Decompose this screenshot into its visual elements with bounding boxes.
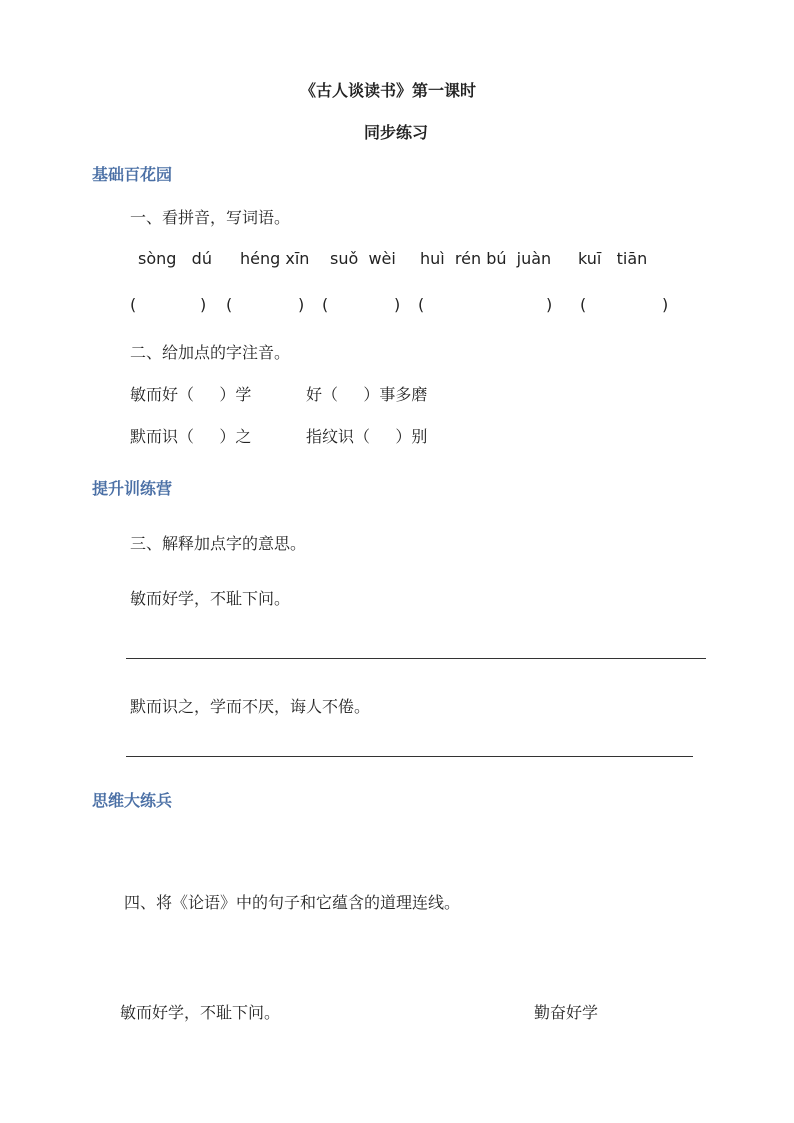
- answer-blank-4-right: ): [546, 295, 553, 314]
- section-heading-thinking: 思维大练兵: [92, 791, 173, 810]
- question-2-item-3: 默而识（ ）之: [130, 427, 252, 446]
- question-1-prompt: 一、看拼音，写词语。: [130, 208, 291, 227]
- section-heading-basics: 基础百花园: [92, 165, 173, 184]
- answer-blank-1-left: (: [130, 295, 137, 314]
- pinyin-3: suǒ wèi: [330, 249, 396, 268]
- question-2-item-4: 指纹识（ ）别: [306, 427, 428, 446]
- answer-blank-2-right: ): [298, 295, 305, 314]
- answer-blank-5-left: (: [580, 295, 587, 314]
- answer-line-2: [126, 756, 693, 757]
- question-3-prompt: 三、解释加点字的意思。: [130, 534, 307, 553]
- page-title: 《古人谈读书》第一课时: [300, 81, 477, 100]
- answer-line-1: [126, 658, 706, 659]
- pinyin-5: kuī tiān: [578, 249, 648, 268]
- answer-blank-3-right: ): [394, 295, 401, 314]
- question-4-prompt: 四、将《论语》中的句子和它蕴含的道理连线。: [124, 893, 461, 912]
- answer-blank-1-right: ): [200, 295, 207, 314]
- question-2-item-1: 敏而好（ ）学: [130, 385, 252, 404]
- question-2-prompt: 二、给加点的字注音。: [130, 343, 291, 362]
- match-right-1: 勤奋好学: [534, 1003, 599, 1022]
- section-heading-improve: 提升训练营: [92, 479, 173, 498]
- answer-blank-2-left: (: [226, 295, 233, 314]
- pinyin-1: sòng dú: [138, 249, 212, 268]
- answer-blank-5-right: ): [662, 295, 669, 314]
- question-3-sentence-2: 默而识之，学而不厌，诲人不倦。: [130, 697, 371, 716]
- answer-blank-3-left: (: [322, 295, 329, 314]
- pinyin-4: huì rén bú juàn: [420, 249, 552, 268]
- answer-blank-4-left: (: [418, 295, 425, 314]
- question-3-sentence-1: 敏而好学，不耻下问。: [130, 589, 291, 608]
- page-subtitle: 同步练习: [364, 123, 429, 142]
- pinyin-2: héng xīn: [240, 249, 310, 268]
- match-left-1: 敏而好学，不耻下问。: [120, 1003, 281, 1022]
- question-2-item-2: 好（ ）事多磨: [306, 385, 428, 404]
